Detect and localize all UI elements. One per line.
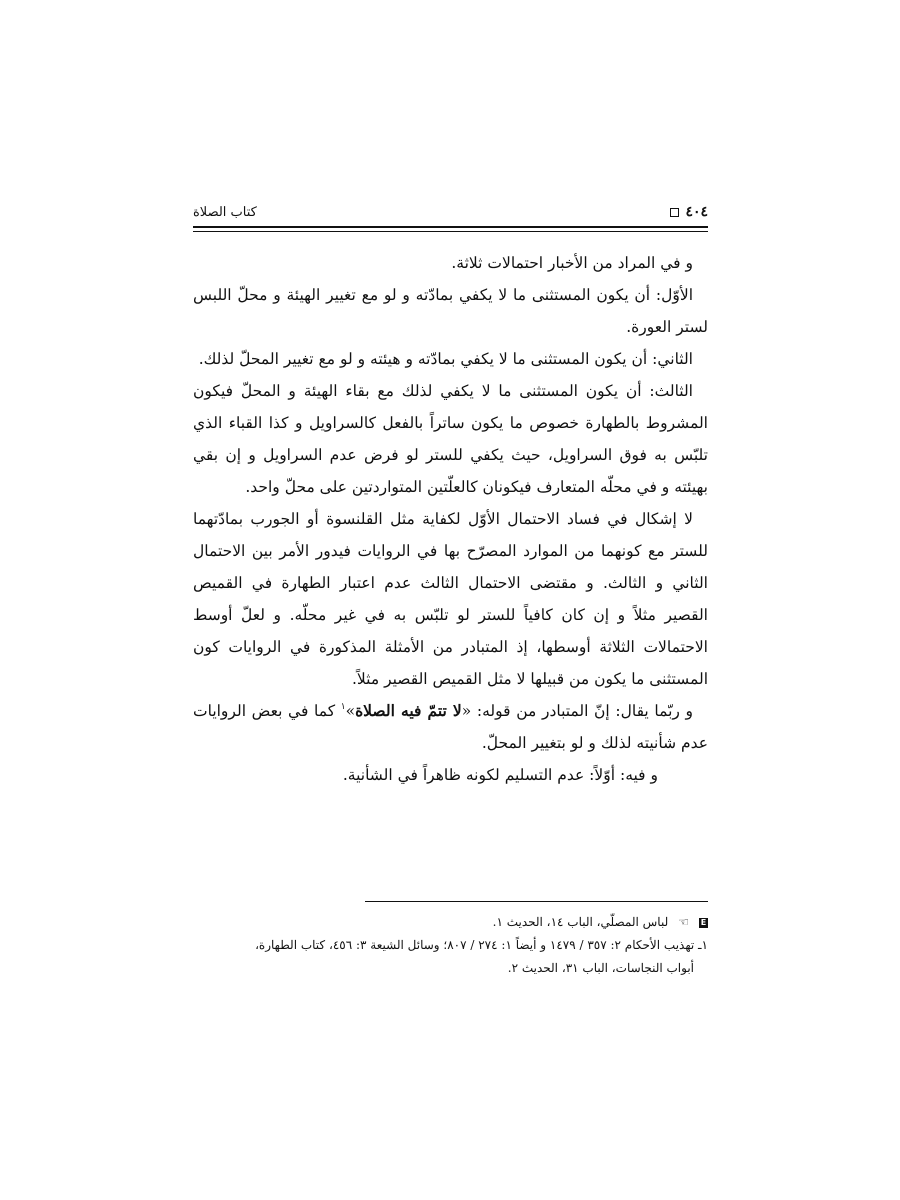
source-badge-icon: E bbox=[700, 917, 707, 927]
header-rule-thin bbox=[193, 231, 708, 232]
square-icon bbox=[670, 208, 679, 217]
source-note-text: لباس المصلّي، الباب ١٤، الحديث ١. bbox=[492, 915, 669, 929]
paragraph: لا إشكال في فساد الاحتمال الأوّل لكفاية مثل القلنسوة أو الجورب بمادّتهما للستر مع كونهما من الموارد المصرّح بها في الروايات فيدور الأمر بين الاحتمال الثاني و الثالث. و مقتضى الاحتمال الثالث عدم اعتبار الطهارة في القميص القصير مثلاً و إن كان كافياً للستر لو تلبّس به في غير محلّه. و لعلّ أوسط الاحتمالات الثلاثة أوسطها، إذ المتبادر من الأمثلة المذكورة في الروايات كون المستثنى ما يكون من قبيلها لا مثل القميص القصير مثلاً. bbox=[193, 510, 708, 688]
footnote-1-line2: أبواب النجاسات، الباب ٣١، الحديث ٢. bbox=[507, 961, 694, 975]
paragraph: و فيه: أوّلاً: عدم التسليم لكونه ظاهراً في الشأنية. bbox=[342, 766, 658, 784]
text-run: و ربّما يقال: إنّ المتبادر من قوله: « bbox=[461, 702, 693, 720]
paragraph bbox=[193, 695, 708, 759]
page-number-block bbox=[670, 204, 708, 220]
page-number: ٤٠٤ bbox=[685, 204, 708, 220]
footnote-1-line1: ١ـ تهذيب الأحكام ٢: ٣٥٧ / ١٤٧٩ و أيضاً ١: ٢٧٤ / ٨٠٧؛ وسائل الشيعة ٣: ٤٥٦، كتاب الطهارة، bbox=[255, 938, 708, 952]
header-rule-thick bbox=[193, 226, 708, 228]
paragraph: الثالث: أن يكون المستثنى ما لا يكفي لذلك مع بقاء الهيئة و المحلّ فيكون المشروط بالطهارة خصوص ما يكون ساتراً بالفعل كالسراويل و كذا القباء الذي تلبّس به فوق السراويل، حيث يكفي للستر لو فرض عدم السراويل و إن بقي بهيئته و في محلّه المتعارف فيكونان كالعلّتين المتواردتين على محلّ واحد. bbox=[193, 382, 708, 496]
body-text bbox=[193, 247, 708, 791]
book-title: كتاب الصلاة bbox=[193, 204, 257, 220]
paragraph: الأوّل: أن يكون المستثنى ما لا يكفي بمادّته و لو مع تغيير الهيئة و محلّ اللبس لستر العورة. bbox=[193, 286, 708, 336]
quoted-phrase: لا تتمّ فيه الصلاة bbox=[355, 701, 462, 720]
quote-close: » bbox=[345, 702, 356, 720]
pointing-hand-icon: ☜ bbox=[678, 915, 689, 929]
footnote-ref[interactable]: ١ bbox=[340, 702, 346, 712]
footnote-rule bbox=[365, 901, 708, 902]
source-note bbox=[193, 911, 708, 934]
text-run: كما في بعض الروايات عدم شأنيته لذلك و لو بتغيير المحلّ. bbox=[193, 702, 708, 752]
document-page bbox=[193, 0, 708, 1200]
footnotes bbox=[193, 911, 708, 980]
paragraph: و في المراد من الأخبار احتمالات ثلاثة. bbox=[451, 254, 693, 272]
page-header bbox=[193, 200, 708, 224]
paragraph: الثاني: أن يكون المستثنى ما لا يكفي بمادّته و هيئته و لو مع تغيير المحلّ لذلك. bbox=[198, 350, 693, 368]
